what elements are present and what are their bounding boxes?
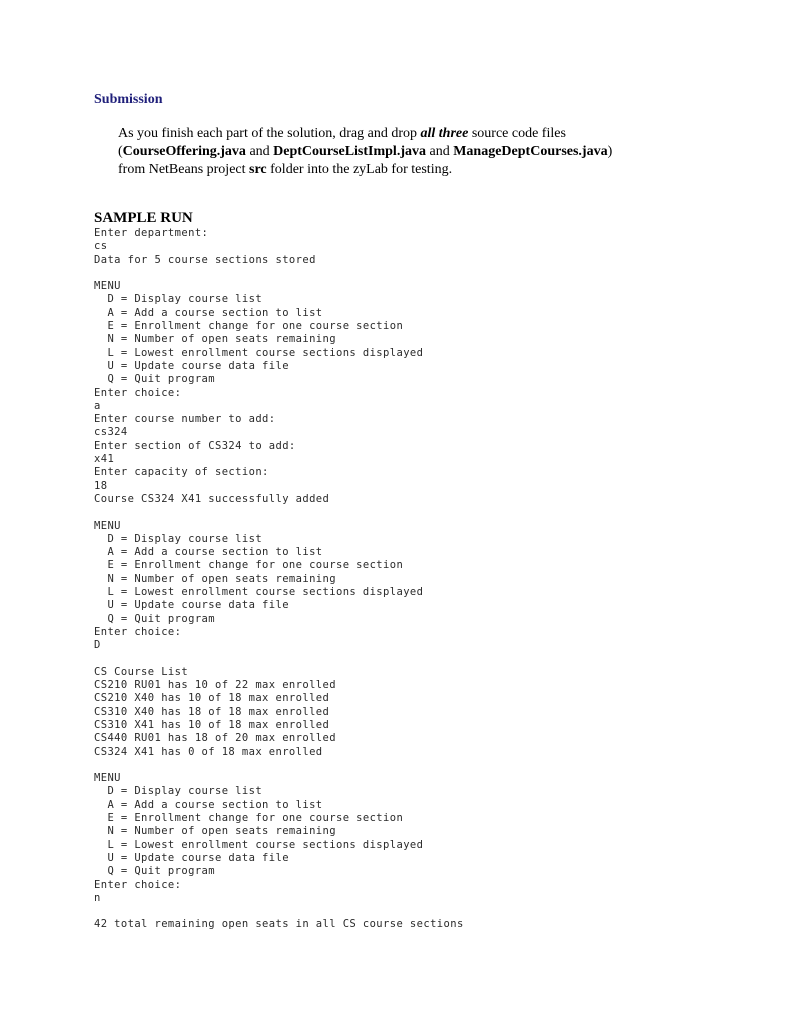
console-line: N = Number of open seats remaining	[94, 333, 336, 346]
file-name-course-offering: CourseOffering.java	[122, 144, 246, 159]
file-name-dept-course-list-impl: DeptCourseListImpl.java	[273, 144, 426, 159]
console-line: Q = Quit program	[94, 373, 215, 386]
instruction-text: As you finish each part of the solution, drag and drop	[118, 126, 421, 141]
console-line: Course CS324 X41 successfully added	[94, 492, 330, 505]
console-line: CS440 RU01 has 18 of 20 max enrolled	[94, 732, 336, 745]
file-name-manage-dept-courses: ManageDeptCourses.java	[453, 144, 608, 159]
sample-run-heading: SAMPLE RUN	[94, 210, 193, 226]
console-line: CS210 X40 has 10 of 18 max enrolled	[94, 692, 330, 705]
console-line: CS310 X41 has 10 of 18 max enrolled	[94, 718, 330, 731]
instruction-line-1	[118, 125, 678, 143]
console-line: L = Lowest enrollment course sections displayed	[94, 838, 424, 851]
console-line: MENU	[94, 280, 121, 293]
console-line: U = Update course data file	[94, 851, 289, 864]
console-line: E = Enrollment change for one course section	[94, 812, 404, 825]
instruction-line-3	[118, 161, 678, 179]
console-line	[94, 267, 464, 280]
console-line: Enter capacity of section:	[94, 466, 269, 479]
console-line: a	[94, 399, 101, 412]
console-line: Q = Quit program	[94, 612, 215, 625]
console-line: Enter course number to add:	[94, 413, 276, 426]
console-line	[94, 653, 464, 666]
console-line: CS Course List	[94, 665, 189, 678]
console-line: A = Add a course section to list	[94, 798, 323, 811]
console-line: CS310 X40 has 18 of 18 max enrolled	[94, 705, 330, 718]
console-line: E = Enrollment change for one course section	[94, 320, 404, 333]
console-line: MENU	[94, 519, 121, 532]
console-line: Enter choice:	[94, 386, 182, 399]
console-line	[94, 759, 464, 772]
console-line: cs	[94, 240, 108, 253]
sample-run-console-output	[94, 227, 464, 932]
submission-heading: Submission	[94, 92, 163, 107]
console-line: 42 total remaining open seats in all CS course sections	[94, 918, 464, 931]
console-line: N = Number of open seats remaining	[94, 572, 336, 585]
submission-instructions	[118, 125, 678, 179]
paren-close: )	[607, 144, 613, 159]
console-line: Enter department:	[94, 227, 209, 239]
emphasis-all-three: all three	[420, 126, 469, 141]
console-line: D	[94, 639, 101, 652]
console-line: cs324	[94, 426, 128, 439]
console-line: A = Add a course section to list	[94, 546, 323, 559]
console-line: U = Update course data file	[94, 359, 289, 372]
console-line: x41	[94, 453, 115, 466]
console-line: Enter section of CS324 to add:	[94, 439, 296, 452]
instruction-line-2	[118, 143, 678, 161]
console-line: Q = Quit program	[94, 865, 215, 878]
console-line: L = Lowest enrollment course sections displayed	[94, 346, 424, 359]
console-line: Enter choice:	[94, 878, 182, 891]
instruction-text: source code files	[468, 126, 566, 141]
console-line: Enter choice:	[94, 625, 182, 638]
console-line: D = Display course list	[94, 532, 263, 545]
instruction-text: and	[245, 144, 274, 159]
console-line: A = Add a course section to list	[94, 306, 323, 319]
console-line: D = Display course list	[94, 293, 263, 306]
paren-open: (	[118, 144, 123, 159]
console-line: Data for 5 course sections stored	[94, 253, 316, 266]
console-line: N = Number of open seats remaining	[94, 825, 336, 838]
console-line: n	[94, 891, 101, 904]
instruction-text: and	[426, 144, 454, 159]
instruction-text: from NetBeans project	[118, 162, 250, 177]
console-line	[94, 506, 464, 519]
console-line: CS210 RU01 has 10 of 22 max enrolled	[94, 679, 336, 692]
console-line: MENU	[94, 772, 121, 785]
console-line: E = Enrollment change for one course section	[94, 559, 404, 572]
console-line: 18	[94, 479, 108, 492]
console-line: CS324 X41 has 0 of 18 max enrolled	[94, 745, 323, 758]
src-folder: src	[249, 162, 267, 177]
instruction-text: folder into the zyLab for testing.	[266, 162, 453, 177]
console-line: U = Update course data file	[94, 599, 289, 612]
console-line: D = Display course list	[94, 785, 263, 798]
console-line: L = Lowest enrollment course sections displayed	[94, 586, 424, 599]
console-line	[94, 905, 464, 918]
